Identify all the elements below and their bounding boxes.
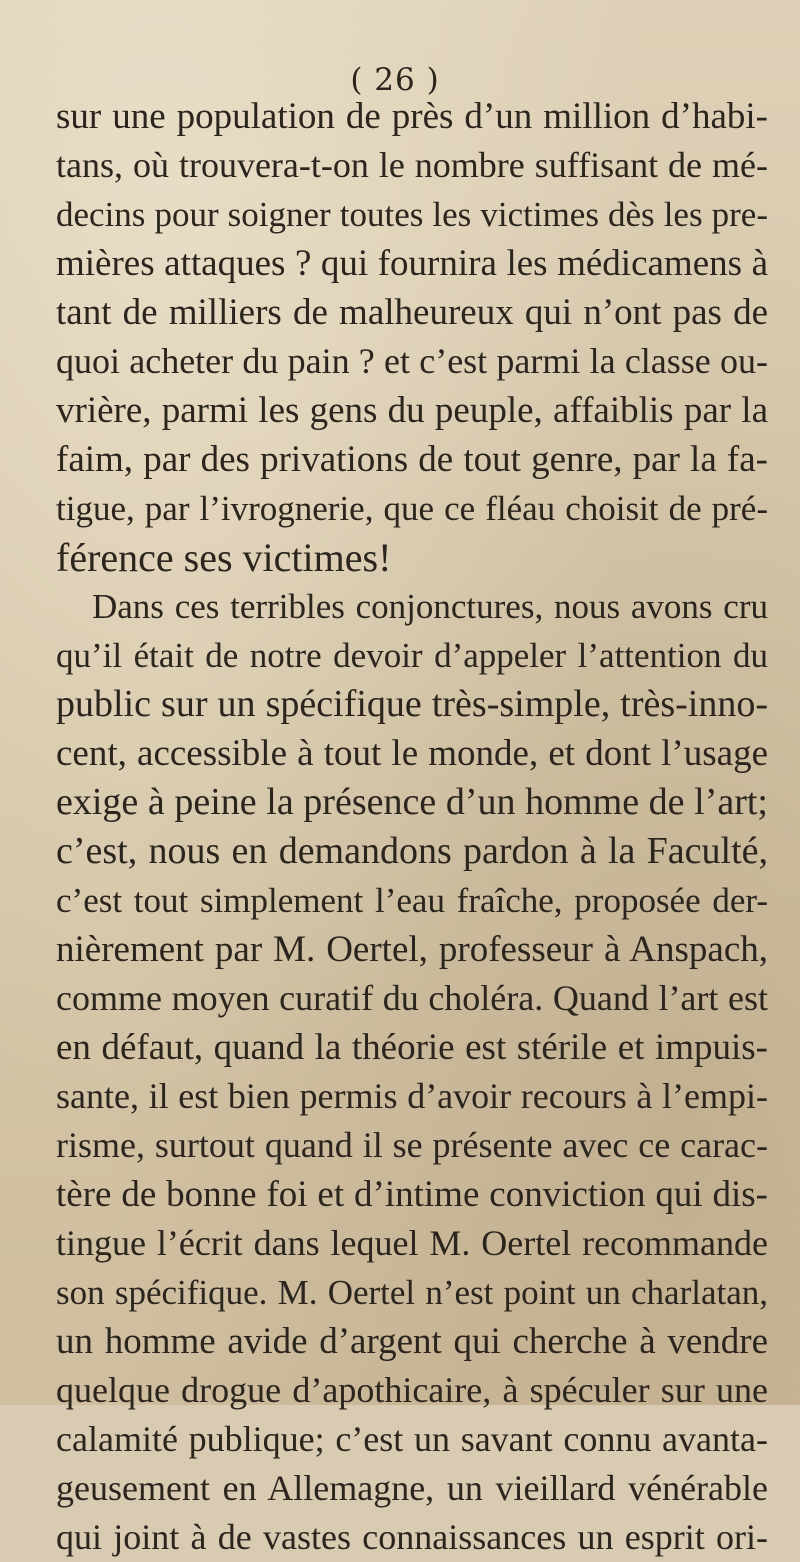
text-line: comme moyen curatif du choléra. Quand l’art est: [56, 978, 768, 1018]
text-line: sur une population de près d’un million d’habi-: [56, 96, 768, 137]
text-line: nièrement par M. Oertel, professeur à Anspach,: [56, 929, 768, 970]
text-line: tant de milliers de malheureux qui n’ont pas de: [56, 292, 768, 333]
text-line: faim, par des privations de tout genre, par la fa-: [56, 439, 768, 480]
text-line: en défaut, quand la théorie est stérile et impuis-: [56, 1027, 768, 1068]
body-text: [56, 92, 768, 1562]
text-line: decins pour soigner toutes les victimes dès les pre-: [56, 195, 768, 234]
page-number: ( 26 ): [350, 62, 440, 98]
text-line: risme, surtout quand il se présente avec ce carac-: [56, 1125, 768, 1165]
text-line: qu’il était de notre devoir d’appeler l’attention du: [56, 636, 768, 675]
text-line: férence ses victimes!: [56, 535, 392, 580]
text-line: exige à peine la présence d’un homme de l’art;: [56, 781, 768, 823]
text-line: sante, il est bien permis d’avoir recours à l’empi-: [56, 1076, 768, 1116]
text-line: public sur un spécifique très-simple, très-inno-: [56, 683, 768, 725]
text-line: mières attaques ? qui fournira les médicamens à: [56, 243, 768, 284]
text-line: calamité publique; c’est un savant connu avanta-: [56, 1419, 768, 1459]
text-line: tère de bonne foi et d’intime conviction qui dis-: [56, 1174, 768, 1215]
text-line: tingue l’écrit dans lequel M. Oertel recommande: [56, 1223, 768, 1263]
text-line: c’est tout simplement l’eau fraîche, proposée der-: [56, 881, 768, 920]
text-line: quelque drogue d’apothicaire, à spéculer sur une: [56, 1370, 768, 1410]
text-line: qui joint à de vastes connaissances un esprit ori-: [56, 1517, 768, 1557]
text-line: c’est, nous en demandons pardon à la Faculté,: [56, 830, 768, 872]
text-line: un homme avide d’argent qui cherche à vendre: [56, 1321, 768, 1362]
text-line: vrière, parmi les gens du peuple, affaiblis par la: [56, 390, 768, 431]
text-line: cent, accessible à tout le monde, et dont l’usage: [56, 733, 768, 774]
text-line: geusement en Allemagne, un vieillard vénérable: [56, 1468, 768, 1508]
paragraph-start-line: Dans ces terribles conjonctures, nous avons cru: [92, 587, 768, 626]
text-line: tigue, par l’ivrognerie, que ce fléau choisit de pré-: [56, 489, 768, 528]
text-line: son spécifique. M. Oertel n’est point un charlatan,: [56, 1273, 768, 1312]
text-line: quoi acheter du pain ? et c’est parmi la classe ou-: [56, 341, 768, 381]
text-line: tans, où trouvera-t-on le nombre suffisant de mé-: [56, 145, 768, 185]
